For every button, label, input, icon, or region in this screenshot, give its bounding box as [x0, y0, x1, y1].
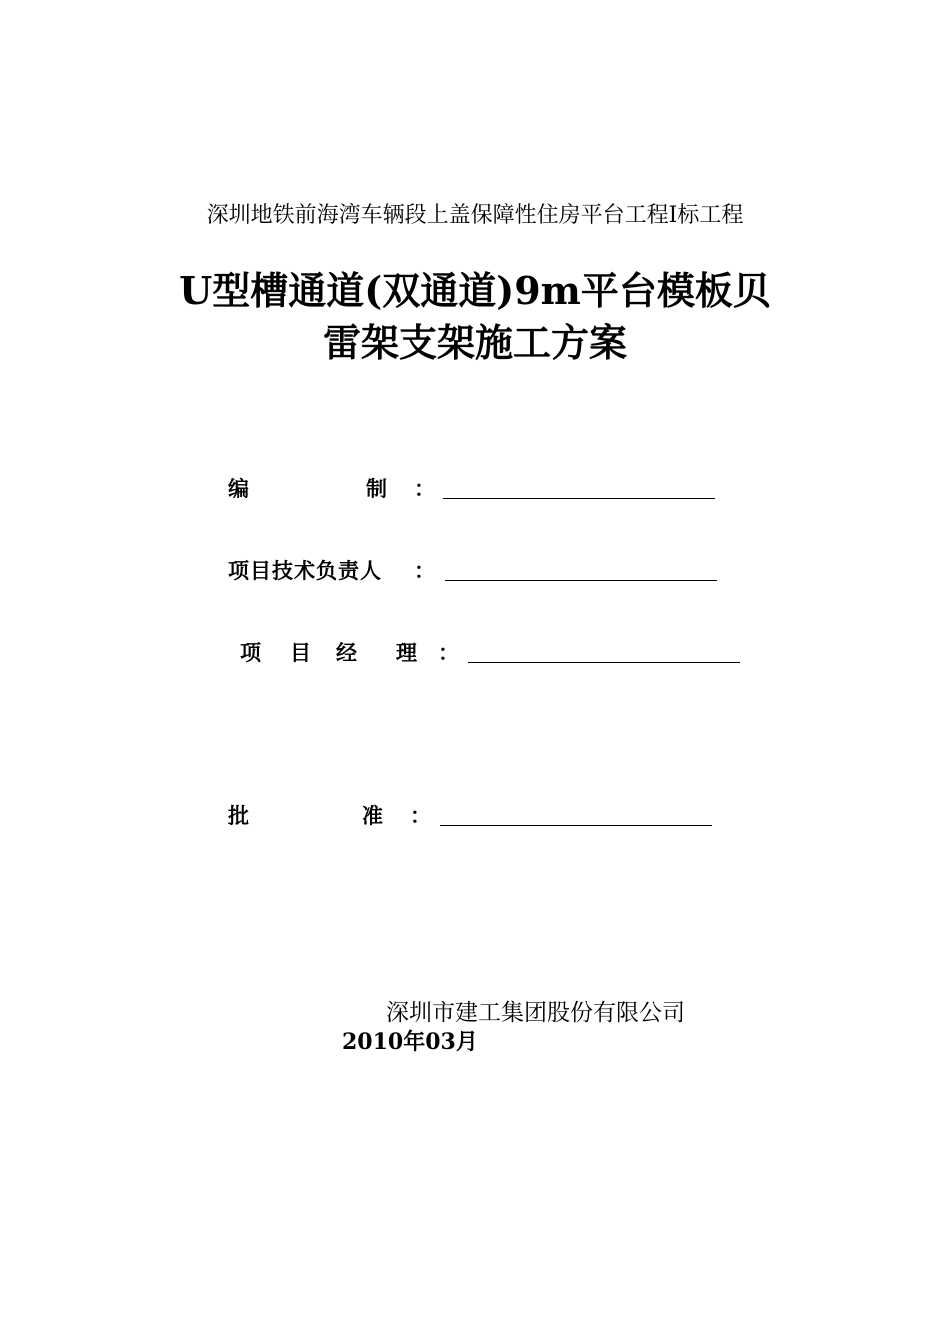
prepared-by-char-1: 编: [228, 476, 249, 501]
approved-by-char-2: 准: [362, 803, 383, 828]
project-manager-colon: ：: [438, 640, 459, 665]
project-manager-char-2: 目: [290, 640, 311, 665]
technical-lead-signature-line[interactable]: [445, 580, 717, 581]
prepared-by-char-2: 制: [366, 476, 387, 501]
project-manager-row: [0, 637, 950, 667]
approved-by-colon: ：: [410, 803, 431, 828]
project-manager-char-3: 经: [336, 640, 357, 665]
project-manager-char-1: 项: [240, 640, 261, 665]
prepared-by-row: [0, 473, 950, 503]
main-title-line1: U型槽通道(双通道)9m平台模板贝: [179, 268, 771, 313]
prepared-by-signature-line[interactable]: [443, 498, 715, 499]
approved-by-char-1: 批: [228, 803, 249, 828]
technical-lead-row: [0, 555, 950, 585]
approved-by-signature-line[interactable]: [440, 825, 712, 826]
document-date: 2010年03月: [342, 1029, 478, 1055]
project-title: 深圳地铁前海湾车辆段上盖保障性住房平台工程Ⅰ标工程: [206, 203, 744, 228]
project-manager-signature-line[interactable]: [468, 662, 740, 663]
technical-lead-colon: ：: [414, 558, 435, 583]
main-title-line2: 雷架支架施工方案: [322, 320, 627, 365]
approved-by-row: [0, 800, 950, 830]
prepared-by-colon: ：: [414, 476, 435, 501]
company-name: 深圳市建工集团股份有限公司: [386, 1000, 685, 1026]
technical-lead-label: 项目技术负责人: [228, 558, 382, 583]
project-manager-char-4: 理: [396, 640, 417, 665]
